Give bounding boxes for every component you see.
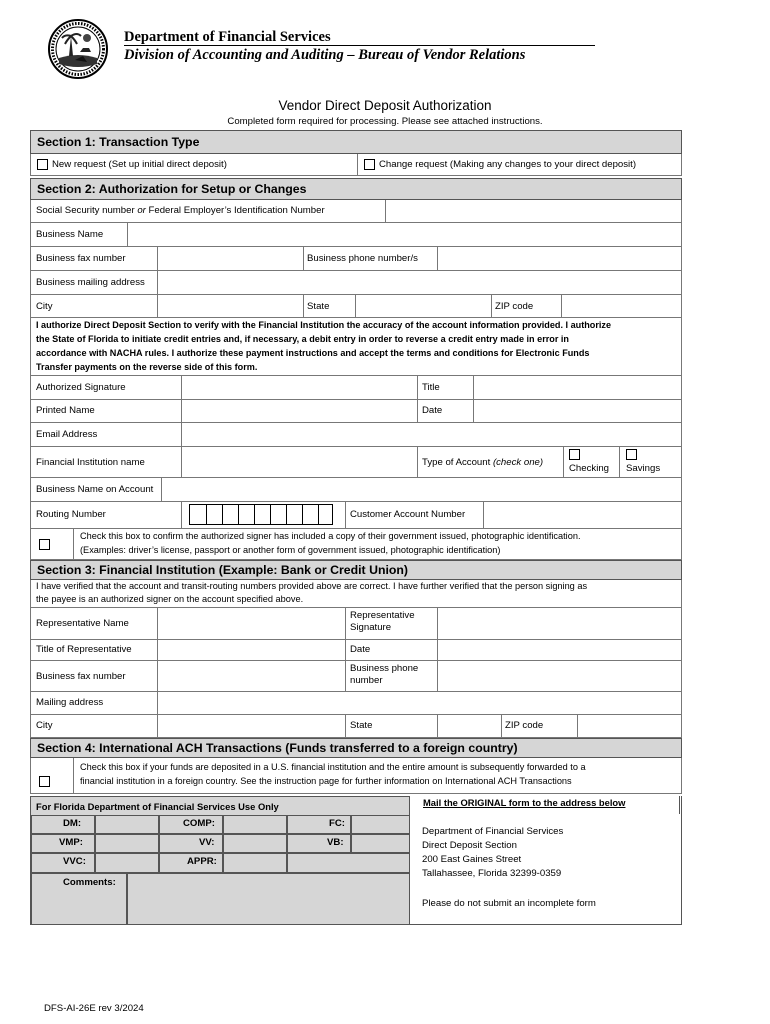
business-phone-label: Business phone number/s — [307, 253, 418, 264]
account-type-label: Type of Account (check one) — [422, 457, 544, 468]
fi-mailing-row — [30, 692, 682, 715]
mail-line-3: 200 East Gaines Street — [422, 854, 522, 865]
business-phone-field[interactable] — [439, 247, 681, 270]
mail-original-title: Mail the ORIGINAL form to the address below — [423, 797, 626, 808]
savings-checkbox[interactable] — [626, 449, 637, 460]
city-state-zip-row — [30, 295, 682, 318]
fi-phone-label: Business phone number — [350, 663, 419, 686]
florida-seal-icon — [47, 18, 109, 80]
section-1-row — [30, 154, 682, 176]
date-field[interactable] — [475, 400, 681, 422]
date-label: Date — [422, 405, 443, 416]
printed-name-label: Printed Name — [36, 405, 95, 416]
customer-account-label: Customer Account Number — [350, 509, 466, 520]
printed-name-row — [30, 400, 682, 423]
fi-date-label: Date — [350, 644, 371, 655]
change-request-checkbox[interactable] — [364, 159, 375, 170]
fi-zip-field[interactable] — [579, 715, 681, 737]
financial-institution-field[interactable] — [183, 447, 417, 477]
ssn-fein-row — [30, 200, 682, 223]
form-title: Vendor Direct Deposit Authorization — [278, 98, 492, 113]
financial-institution-label: Financial Institution name — [36, 457, 145, 468]
office-use-block: For Florida Department of Financial Services Use Only DM: COMP: FC: VMP: VV: VB: VVC: APPR: Comments: — [30, 796, 410, 925]
name-on-account-field[interactable] — [163, 478, 681, 501]
business-fax-field[interactable] — [159, 247, 301, 270]
fi-fax-label: Business fax number — [36, 671, 126, 682]
business-fax-row — [30, 247, 682, 271]
division-title: Division of Accounting and Auditing – Bureau of Vendor Relations — [124, 47, 526, 63]
authorization-text: I authorize Direct Deposit Section to verify with the Financial Institution the accuracy of the account information provided. I authorize the State of Florida to initiate credit entries and, if necessary, a debit entry in order to reverse a credit entry made in error in accordance with NACHA rules. I authorize these payment instructions and accept the terms and conditions for Electronic Funds Transfer payments on the reverse side of this form. — [30, 318, 682, 376]
comp-field[interactable] — [223, 815, 287, 834]
id-confirm-text-2: (Examples: driver’s license, passport or another form of government issued, photographic identification) — [80, 545, 501, 555]
rep-signature-field[interactable] — [439, 608, 681, 639]
form-subtitle: Completed form required for processing. Please see attached instructions. — [227, 116, 543, 127]
department-title: Department of Financial Services — [124, 29, 331, 45]
zip-field[interactable] — [563, 295, 681, 317]
international-ach-text-1: Check this box if your funds are deposited in a U.S. financial institution and the entire amount is subsequently forwarded to a — [80, 762, 586, 772]
fi-state-field[interactable] — [439, 715, 501, 737]
fi-city-field[interactable] — [159, 715, 345, 737]
customer-account-field[interactable] — [485, 502, 681, 528]
rep-title-field[interactable] — [159, 640, 345, 660]
rep-title-label: Title of Representative — [36, 644, 132, 655]
section-1-header: Section 1: Transaction Type — [30, 130, 682, 154]
printed-name-field[interactable] — [183, 400, 417, 422]
section-2-header: Section 2: Authorization for Setup or Changes — [30, 178, 682, 200]
fi-fax-row — [30, 661, 682, 692]
fi-state-label: State — [350, 720, 373, 731]
incomplete-form-note: Please do not submit an incomplete form — [422, 898, 596, 909]
comments-label: Comments: — [63, 877, 116, 888]
fc-field[interactable] — [351, 815, 410, 834]
dm-field[interactable] — [95, 815, 159, 834]
financial-institution-row — [30, 447, 682, 478]
fi-mailing-label: Mailing address — [36, 697, 104, 708]
vvc-field[interactable] — [95, 853, 159, 873]
city-field[interactable] — [159, 295, 301, 317]
fi-city-row — [30, 715, 682, 738]
routing-number-field[interactable] — [189, 504, 333, 525]
fi-date-field[interactable] — [439, 640, 681, 660]
rep-name-row — [30, 608, 682, 640]
new-request-checkbox[interactable] — [37, 159, 48, 170]
email-row — [30, 423, 682, 447]
business-mailing-row — [30, 271, 682, 295]
header-rule — [124, 45, 595, 46]
name-on-account-row — [30, 478, 682, 502]
id-confirm-row — [30, 529, 682, 560]
business-mailing-field[interactable] — [159, 271, 681, 294]
rep-name-label: Representative Name — [36, 618, 129, 629]
city-label: City — [36, 301, 53, 312]
state-label: State — [307, 301, 330, 312]
section-4-header: Section 4: International ACH Transactions (Funds transferred to a foreign country) — [30, 738, 682, 758]
id-confirm-text-1: Check this box to confirm the authorized signer has included a copy of their government issued, photographic identification. — [80, 531, 581, 541]
vb-field[interactable] — [351, 834, 410, 853]
title-label: Title — [422, 382, 440, 393]
routing-number-label: Routing Number — [36, 509, 106, 520]
mail-line-2: Direct Deposit Section — [422, 840, 517, 851]
state-field[interactable] — [357, 295, 491, 317]
savings-label: Savings — [626, 463, 661, 474]
international-ach-row — [30, 758, 682, 794]
rep-name-field[interactable] — [159, 608, 345, 639]
id-confirm-checkbox[interactable] — [39, 539, 50, 550]
checking-checkbox[interactable] — [569, 449, 580, 460]
authorized-signature-label: Authorized Signature — [36, 382, 126, 393]
fi-fax-field[interactable] — [159, 661, 345, 691]
business-mailing-label: Business mailing address — [36, 277, 145, 288]
appr-field[interactable] — [223, 853, 287, 873]
vv-field[interactable] — [223, 834, 287, 853]
mail-line-1: Department of Financial Services — [422, 826, 564, 837]
office-use-title: For Florida Department of Financial Services Use Only — [36, 801, 279, 812]
business-name-field[interactable] — [129, 223, 681, 246]
business-fax-label: Business fax number — [36, 253, 126, 264]
mailing-address-block — [410, 796, 682, 925]
form-id: DFS-AI-26E rev 3/2024 — [44, 1003, 144, 1014]
email-label: Email Address — [36, 429, 98, 440]
rep-title-row — [30, 640, 682, 661]
authorized-signature-field[interactable] — [183, 376, 417, 399]
fi-city-label: City — [36, 720, 53, 731]
change-request-label: Change request (Making any changes to your direct deposit) — [379, 159, 637, 170]
comments-field[interactable] — [127, 873, 410, 925]
signature-row — [30, 376, 682, 400]
email-field[interactable] — [183, 423, 681, 446]
fi-mailing-field[interactable] — [159, 692, 681, 714]
ssn-fein-label: Social Security number or Federal Employer’s Identification Number — [36, 205, 325, 216]
rep-signature-label: Representative Signature — [350, 610, 415, 633]
fi-zip-label: ZIP code — [505, 720, 544, 731]
business-name-label: Business Name — [36, 229, 104, 240]
verification-text: I have verified that the account and transit-routing numbers provided above are correct. I have further verified that the person signing as the payee is an authorized signer on the account specified above. — [30, 580, 682, 608]
zip-label: ZIP code — [495, 301, 534, 312]
checking-label: Checking — [569, 463, 609, 474]
international-ach-checkbox[interactable] — [39, 776, 50, 787]
business-name-row — [30, 223, 682, 247]
international-ach-text-2: financial institution in a foreign country. See the instruction page for further information on International ACH Transactions — [80, 776, 572, 786]
name-on-account-label: Business Name on Account — [36, 484, 154, 495]
section-3-header: Section 3: Financial Institution (Example: Bank or Credit Union) — [30, 560, 682, 580]
vmp-field[interactable] — [95, 834, 159, 853]
ssn-fein-field[interactable] — [387, 200, 681, 222]
title-field[interactable] — [475, 376, 681, 399]
mail-line-4: Tallahassee, Florida 32399-0359 — [422, 868, 562, 879]
fi-phone-field[interactable] — [439, 661, 681, 691]
routing-row — [30, 502, 682, 529]
new-request-label: New request (Set up initial direct deposit) — [52, 159, 227, 170]
